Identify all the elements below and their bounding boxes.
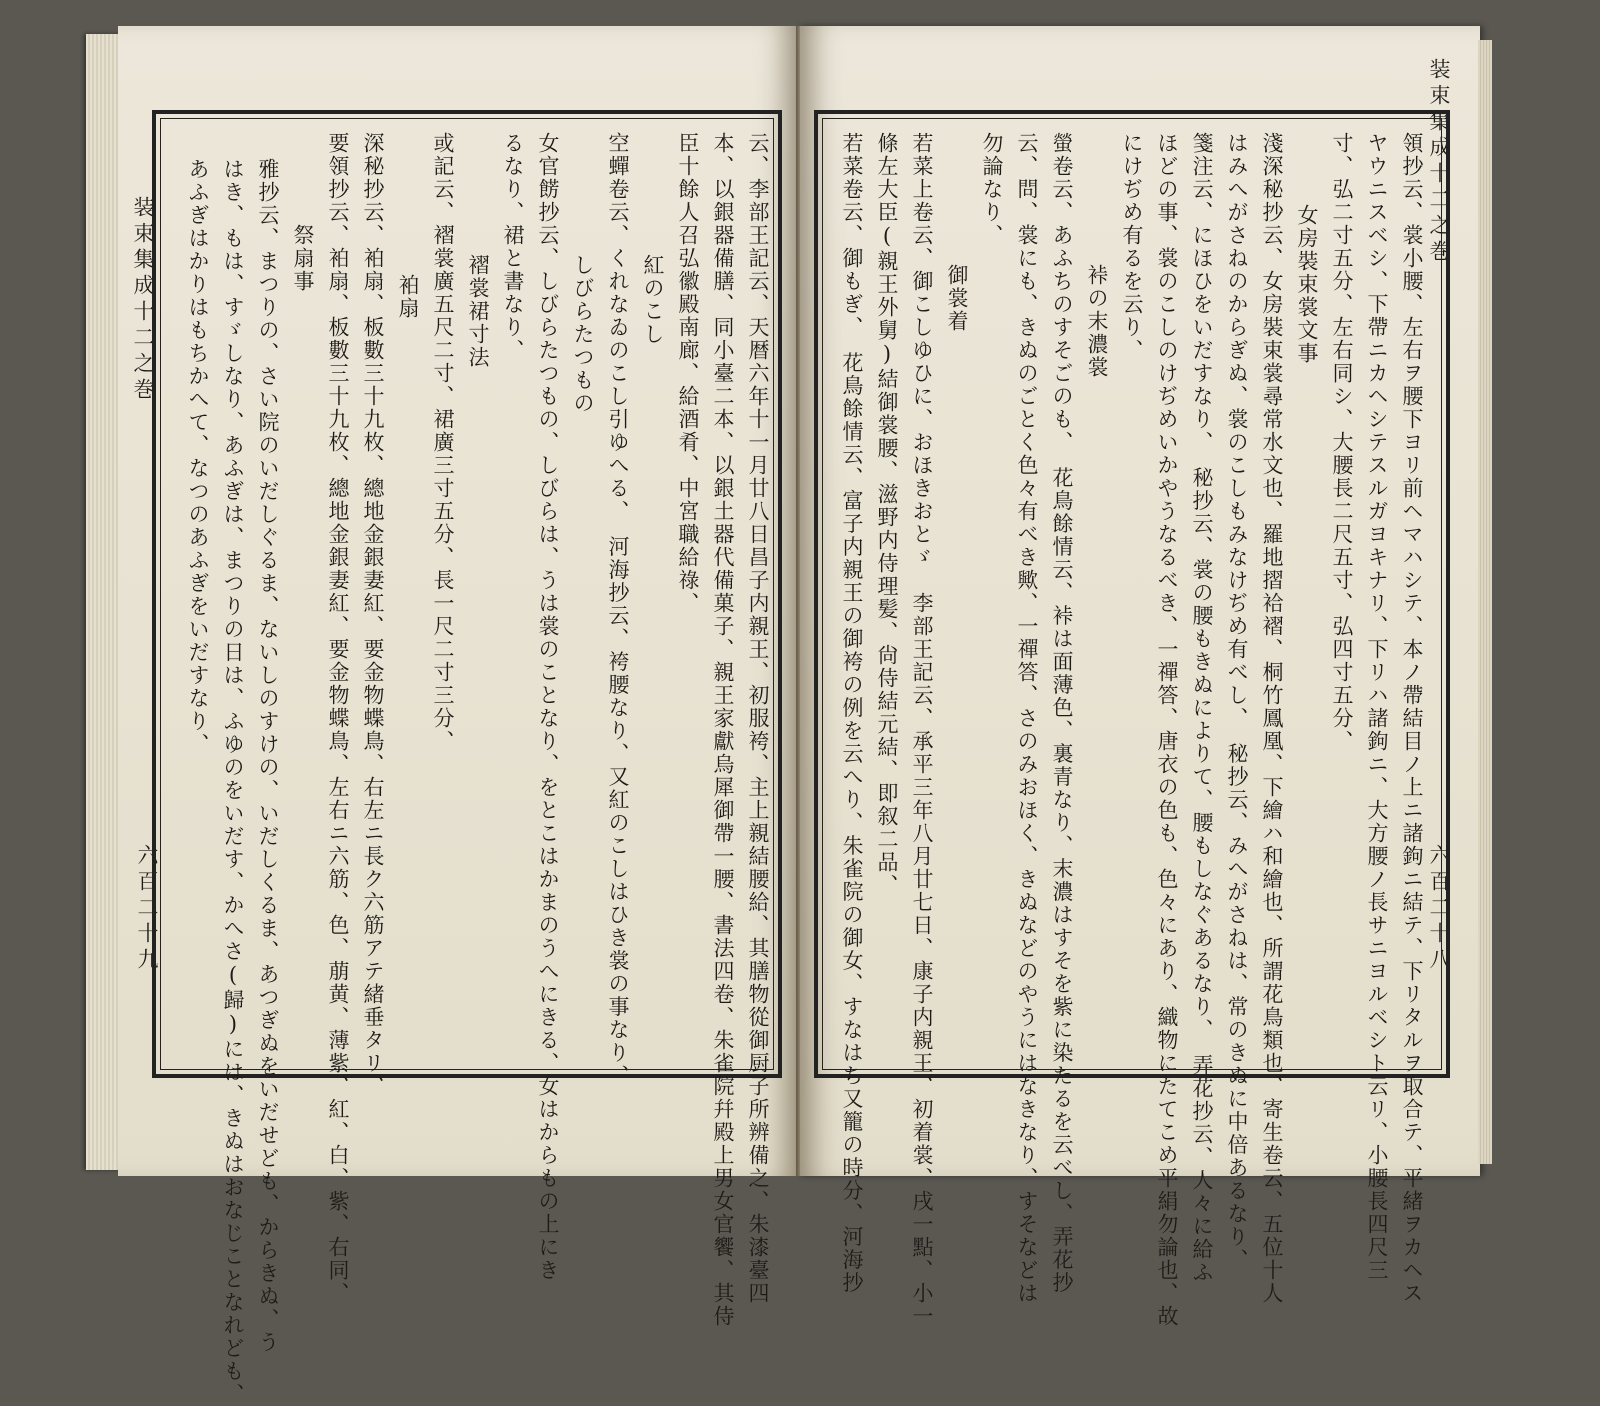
text-column: はみへがさねのからぎぬ、裳のこしもみなけぢめ有べし、 秘抄云、みへがさねは、常のきぬに中倍あるなり、 bbox=[1225, 132, 1249, 1272]
right-running-title: 装束集成十二之巻 bbox=[1427, 58, 1451, 266]
section-heading: 裃の末濃裳 bbox=[1085, 264, 1109, 379]
section-heading: しびらたつもの bbox=[571, 254, 595, 415]
section-heading: 祭扇事 bbox=[291, 224, 315, 293]
right-text-frame bbox=[814, 110, 1450, 1328]
text-column: るなり、裙と書なり、 bbox=[501, 132, 525, 362]
text-column: 臣十餘人召弘徽殿南廊、給酒肴、中宮職給祿、 bbox=[676, 132, 700, 615]
text-column: ヤウニスベシ、下帶ニカヘシテスルガヨキナリ、下リハ諸鉤ニ、大方腰ノ長サニヨルベシト云リ、小腰長四尺三 bbox=[1365, 132, 1389, 1282]
text-column: 勿論なり、 bbox=[980, 132, 1004, 247]
right-page-number: 六百二十八 bbox=[1427, 844, 1451, 974]
book-gutter bbox=[796, 26, 800, 1176]
text-column: 要領抄云、袙扇、板數三十九枚、總地金銀妻紅、要金物蝶鳥、左右ニ六筋、色、萠黄、薄紫、紅、白、紫、右同、 bbox=[326, 132, 350, 1305]
text-column: 若菜上卷云、御こしゆひに、おほきおとゞ 李部王記云、承平三年八月廿七日、康子内親王、初着裳、戌一點、小一 bbox=[910, 132, 934, 1328]
section-heading: 袙扇 bbox=[396, 274, 420, 320]
text-column: はき、もは、すゞしなり、あふぎは、まつりの日は、ふゆのをいだす、かへさ(歸)には、きぬはおなじことなれども、 bbox=[221, 158, 245, 1406]
text-column: 寸、弘二寸五分、左右同シ、大腰長二尺五寸、弘四寸五分、 bbox=[1330, 132, 1354, 753]
section-heading: 褶裳裙寸法 bbox=[466, 254, 490, 369]
left-text-frame bbox=[152, 110, 782, 1406]
text-column: 云、李部王記云、天暦六年十一月廿八日昌子内親王、初服袴、主上親結腰給、其膳物從御厨子所辨備之、朱漆臺四 bbox=[746, 132, 770, 1305]
text-column: 雅抄云、まつりの、さい院のいだしぐるま、ないしのすけの、いだしくるま、あつぎぬをいだせども、からきぬ、う bbox=[256, 158, 280, 1354]
section-heading: 御裳着 bbox=[945, 264, 969, 333]
section-heading: 紅のこし bbox=[641, 254, 665, 346]
text-column: 或記云、褶裳廣五尺二寸、裙廣三寸五分、長一尺二寸三分、 bbox=[431, 132, 455, 753]
page-edge bbox=[1478, 40, 1492, 1164]
text-column: ほどの事、裳のこしのけぢめいかやうなるべき、一禪答、唐衣の色も、色々にあり、織物にたてこめ平絹勿論也、故 bbox=[1155, 132, 1179, 1328]
text-column: 深秘抄云、袙扇、板數三十九枚、總地金銀妻紅、要金物蝶鳥、右左ニ長ク六筋アテ緒垂タリ、 bbox=[361, 132, 385, 1098]
text-column: 領抄云、裳小腰、左右ヲ腰下ヨリ前ヘマハシテ、本ノ帶結目ノ上ニ諸鉤ニ結テ、下リタルヲ取合テ、平緒ヲカヘス bbox=[1400, 132, 1424, 1305]
text-column: 若菜卷云、御もぎ、 花鳥餘情云、富子内親王の御袴の例を云へり、朱雀院の御女、すなはち又籠の時分、河海抄 bbox=[840, 132, 864, 1295]
text-column: にけぢめ有るを云り、 bbox=[1120, 132, 1144, 362]
text-column: 空蟬卷云、くれなゐのこし引ゆへる、 河海抄云、袴腰なり、又紅のこしはひき裳の事なり、 bbox=[606, 132, 630, 1088]
text-column: 本、以銀器備膳、同小臺二本、以銀土器代備菓子、親王家獻烏犀御帶一腰、書法四卷、朱雀院幷殿上男女官饗、其侍 bbox=[711, 132, 735, 1328]
text-column: 螢卷云、あふちのすそごのも、 花鳥餘情云、裃は面薄色、裏青なり、末濃はすそを紫に染たるを云べし、弄花抄 bbox=[1050, 132, 1074, 1295]
text-column: 云、問、裳にも、きぬのごとく色々有べき歟、一禪答、さのみおほく、きぬなどのやうにはなきなり、すそなどは bbox=[1015, 132, 1039, 1305]
text-column: 箋注云、にほひをいだすなり、 秘抄云、裳の腰もきぬによりて、腰もしなぐあるなり、 弄花抄云、人々に給ふ bbox=[1190, 132, 1214, 1284]
text-column: あふぎはかりはもちかへて、なつのあふぎをいだすなり、 bbox=[186, 158, 210, 756]
text-column: 淺深秘抄云、女房裝束裳尋常水文也、羅地摺袷褶、桐竹鳳凰、下繪ハ和繪也、所謂花鳥類也、寄生卷云、五位十人 bbox=[1260, 132, 1284, 1305]
text-column: 女官餝抄云、しびらたつもの、しびらは、うは裳のことなり、をとこはかまのうへにきる、女はからもの上にき bbox=[536, 132, 560, 1282]
left-running-title: 装束集成十二之巻 bbox=[131, 196, 155, 404]
left-page-number: 六百二十九 bbox=[135, 844, 159, 974]
text-column: 條左大臣(親王外舅)結御裳腰、滋野内侍理髪、尙侍結元結、即叙二品、 bbox=[875, 132, 899, 897]
section-heading: 女房裝束裳文事 bbox=[1295, 204, 1319, 365]
